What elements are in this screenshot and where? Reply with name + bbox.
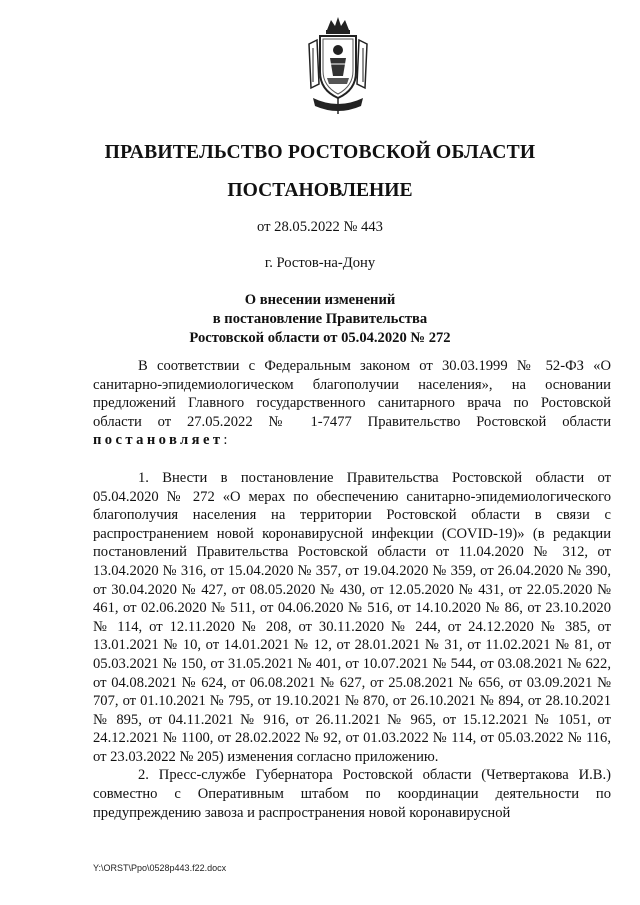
subject-line: в постановление Правительства: [212, 311, 428, 327]
subject-line: Ростовской области от 05.04.2020 № 272: [189, 330, 451, 346]
file-path-footer: Y:\ORST\Ppo\0528p443.f22.docx: [93, 863, 227, 873]
decree-colon: :: [223, 432, 228, 449]
subject-line: О внесении изменений: [244, 292, 396, 308]
item-paragraph: 2. Пресс-службе Губернатора Ростовской области (Четвертакова И.В.) совместно с Оперативным штабом по координации деятельности по предупреждению завоза и распространения новой коронавирусной: [93, 767, 611, 821]
preamble-text: В соответствии с Федеральным законом от 30.03.1999 № 52-ФЗ «О санитарно-эпидемиологическом благополучии населения», на основании предложений Главного государственного санитарного врача по Ростовской области от 27.05.2022 № 1-7477 Правительство Ростовской области: [93, 358, 611, 430]
decree-word: постановляет: [93, 432, 224, 449]
city: г. Ростов-на-Дону: [264, 255, 376, 271]
document-body: [93, 357, 611, 822]
item-paragraph: 1. Внести в постановление Правительства Ростовской области от 05.04.2020 № 272 «О мерах по обеспечению санитарно-эпидемиологического благополучия населения на территории Ростовской области в связи с распространением новой коронавирусной инфекции (COVID-19)» (в редакции постановлений Правительства Ростовской области от 11.04.2020 № 312, от 13.04.2020 № 316, от 15.04.2020 № 357, от 19.04.2020 № 359, от 26.04.2020 № 390, от 30.04.2020 № 427, от 08.05.2020 № 430, от 12.05.2020 № 431, от 22.05.2020 № 461, от 02.06.2020 № 511, от 04.06.2020 № 516, от 14.10.2020 № 86, от 23.10.2020 № 114, от 12.11.2020 № 208, от 30.11.2020 № 244, от 24.12.2020 № 385, от 13.01.2021 № 10, от 14.01.2021 № 12, от 28.01.2021 № 31, от 11.02.2021 № 81, от 05.03.2021 № 150, от 31.05.2021 № 401, от 10.07.2021 № 544, от 03.08.2021 № 622, от 04.08.2021 № 624, от 06.08.2021 № 627, от 25.08.2021 № 656, от 03.09.2021 № 707, от 01.10.2021 № 795, от 19.10.2021 № 870, от 26.10.2021 № 894, от 28.10.2021 № 895, от 04.11.2021 № 916, от 26.11.2021 № 965, от 15.12.2021 № 1051, от 24.12.2021 № 1100, от 28.02.2022 № 92, от 01.03.2022 № 114, от 05.03.2022 № 116, от 23.03.2022 № 205) изменения согласно приложению.: [93, 469, 611, 765]
organization-title: ПРАВИТЕЛЬСТВО РОСТОВСКОЙ ОБЛАСТИ: [104, 142, 536, 163]
preamble-paragraph: [93, 357, 611, 450]
document-type: ПОСТАНОВЛЕНИЕ: [227, 180, 413, 201]
date-number: от 28.05.2022 № 443: [257, 219, 383, 235]
document-subject: [0, 291, 640, 348]
coat-of-arms-icon: [303, 14, 373, 116]
